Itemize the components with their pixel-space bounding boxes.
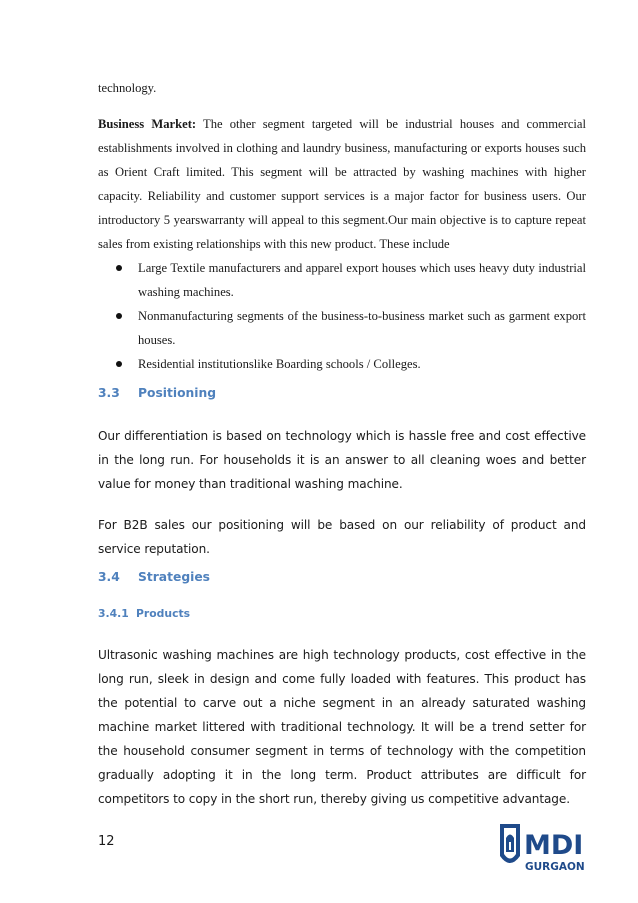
section-number: 3.4 [98,570,120,584]
logo-sub-text: GURGAON [525,861,585,873]
bullet-icon [116,361,122,367]
subsection-heading-products [98,607,190,620]
target-segments-list [98,256,586,376]
section-heading-strategies [98,570,210,584]
mdi-gurgaon-logo [494,820,604,876]
products-paragraph: Ultrasonic washing machines are high technology products, cost effective in the long run, sleek in design and come fully loaded with features. This product has the potential to carve out a niche segment in an already saturated washing machine market littered with traditional technology. It will be a trend setter for the household consumer segment in terms of technology with the competition gradually adopting it in the long term. Product attributes are difficult for competitors to copy in the short run, thereby giving us competitive advantage. [98,648,586,806]
section-title: Positioning [138,386,217,400]
bullet-icon [116,313,122,319]
subsection-title: Products [136,607,191,620]
logo-main-text: MDI [524,830,584,861]
section-number: 3.3 [98,386,120,400]
list-item: Nonmanufacturing segments of the business-to-business market such as garment export houses. [98,304,586,352]
business-market-text: The other segment targeted will be industrial houses and commercial establishments involved in clothing and laundry business, manufacturing or exports houses such as Orient Craft limited. This segment will be attracted by washing machines with higher capacity. Reliability and customer support services is a major factor for business users. Our introductory 5 yearswarranty will appeal to this segment.Our main objective is to capture repeat sales from existing relationships with this new product. These include [98,117,587,251]
positioning-paragraph-2: For B2B sales our positioning will be based on our reliability of product and service reputation. [98,518,586,556]
page-number: 12 [98,834,115,849]
bullet-icon [116,265,122,271]
subsection-number: 3.4.1 [98,607,129,620]
positioning-paragraph-1: Our differentiation is based on technology which is hassle free and cost effective in the long run. For households it is an answer to all cleaning woes and better value for money than traditional washing machine. [98,429,586,491]
section-title: Strategies [138,570,210,584]
section-heading-positioning [98,386,216,400]
business-market-label: Business Market: [98,117,197,131]
list-item: Large Textile manufacturers and apparel export houses which uses heavy duty industrial washing machines. [98,256,586,304]
list-item: Residential institutionslike Boarding schools / Colleges. [98,352,586,376]
emblem-icon [500,824,520,863]
business-market-paragraph [98,112,586,256]
intro-fragment: technology. [98,81,157,95]
